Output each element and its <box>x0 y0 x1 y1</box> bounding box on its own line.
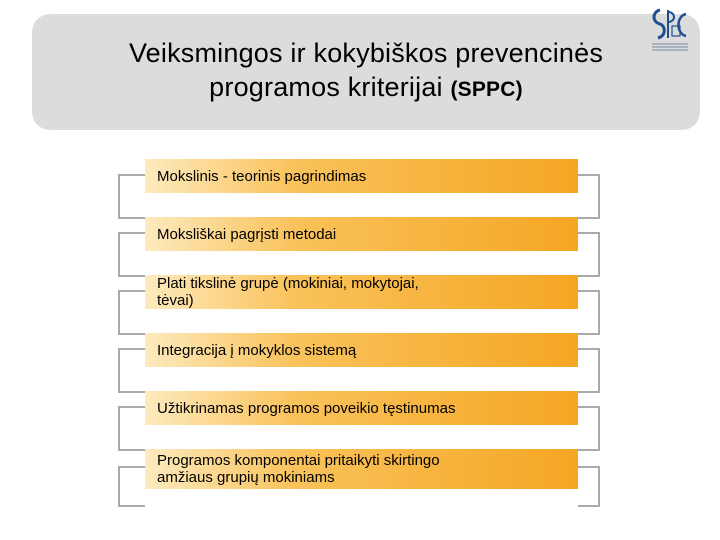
bracket-left-3 <box>118 290 145 335</box>
bracket-right-3 <box>578 290 600 335</box>
slide-title <box>32 36 700 107</box>
bracket-right-5 <box>578 406 600 451</box>
sppc-logo-icon <box>646 4 692 60</box>
criterion-text-3: Plati tikslinė grupė (mokiniai, mokytojai, tėvai) <box>157 275 419 309</box>
bracket-left-6 <box>118 466 145 507</box>
bracket-right-1 <box>578 174 600 219</box>
title-line-1: Veiksmingos ir kokybiškos prevencinės <box>128 38 604 68</box>
criterion-item-4 <box>145 333 578 367</box>
criterion-item-6 <box>145 449 578 489</box>
criterion-text-1: Mokslinis - teorinis pagrindimas <box>157 167 367 185</box>
bracket-left-4 <box>118 348 145 393</box>
criterion-text-4: Integracija į mokyklos sistemą <box>157 341 357 359</box>
bracket-left-2 <box>118 232 145 277</box>
bracket-right-2 <box>578 232 600 277</box>
criterion-text-5: Užtikrinamas programos poveikio tęstinumas <box>157 399 456 417</box>
title-line-2 <box>32 70 700 107</box>
bracket-right-4 <box>578 348 600 393</box>
criterion-item-2 <box>145 217 578 251</box>
title-abbreviation: (SPPC) <box>450 78 523 101</box>
bracket-left-5 <box>118 406 145 451</box>
title-line-2-text: programos kriterijai <box>209 72 443 102</box>
criterion-text-6: Programos komponentai pritaikyti skirtingo amžiaus grupių mokiniams <box>157 452 440 486</box>
criterion-item-5 <box>145 391 578 425</box>
bracket-right-6 <box>578 466 600 507</box>
bracket-left-1 <box>118 174 145 219</box>
criterion-text-2: Moksliškai pagrįsti metodai <box>157 225 337 243</box>
criterion-item-3 <box>145 275 578 309</box>
criterion-item-1 <box>145 159 578 193</box>
